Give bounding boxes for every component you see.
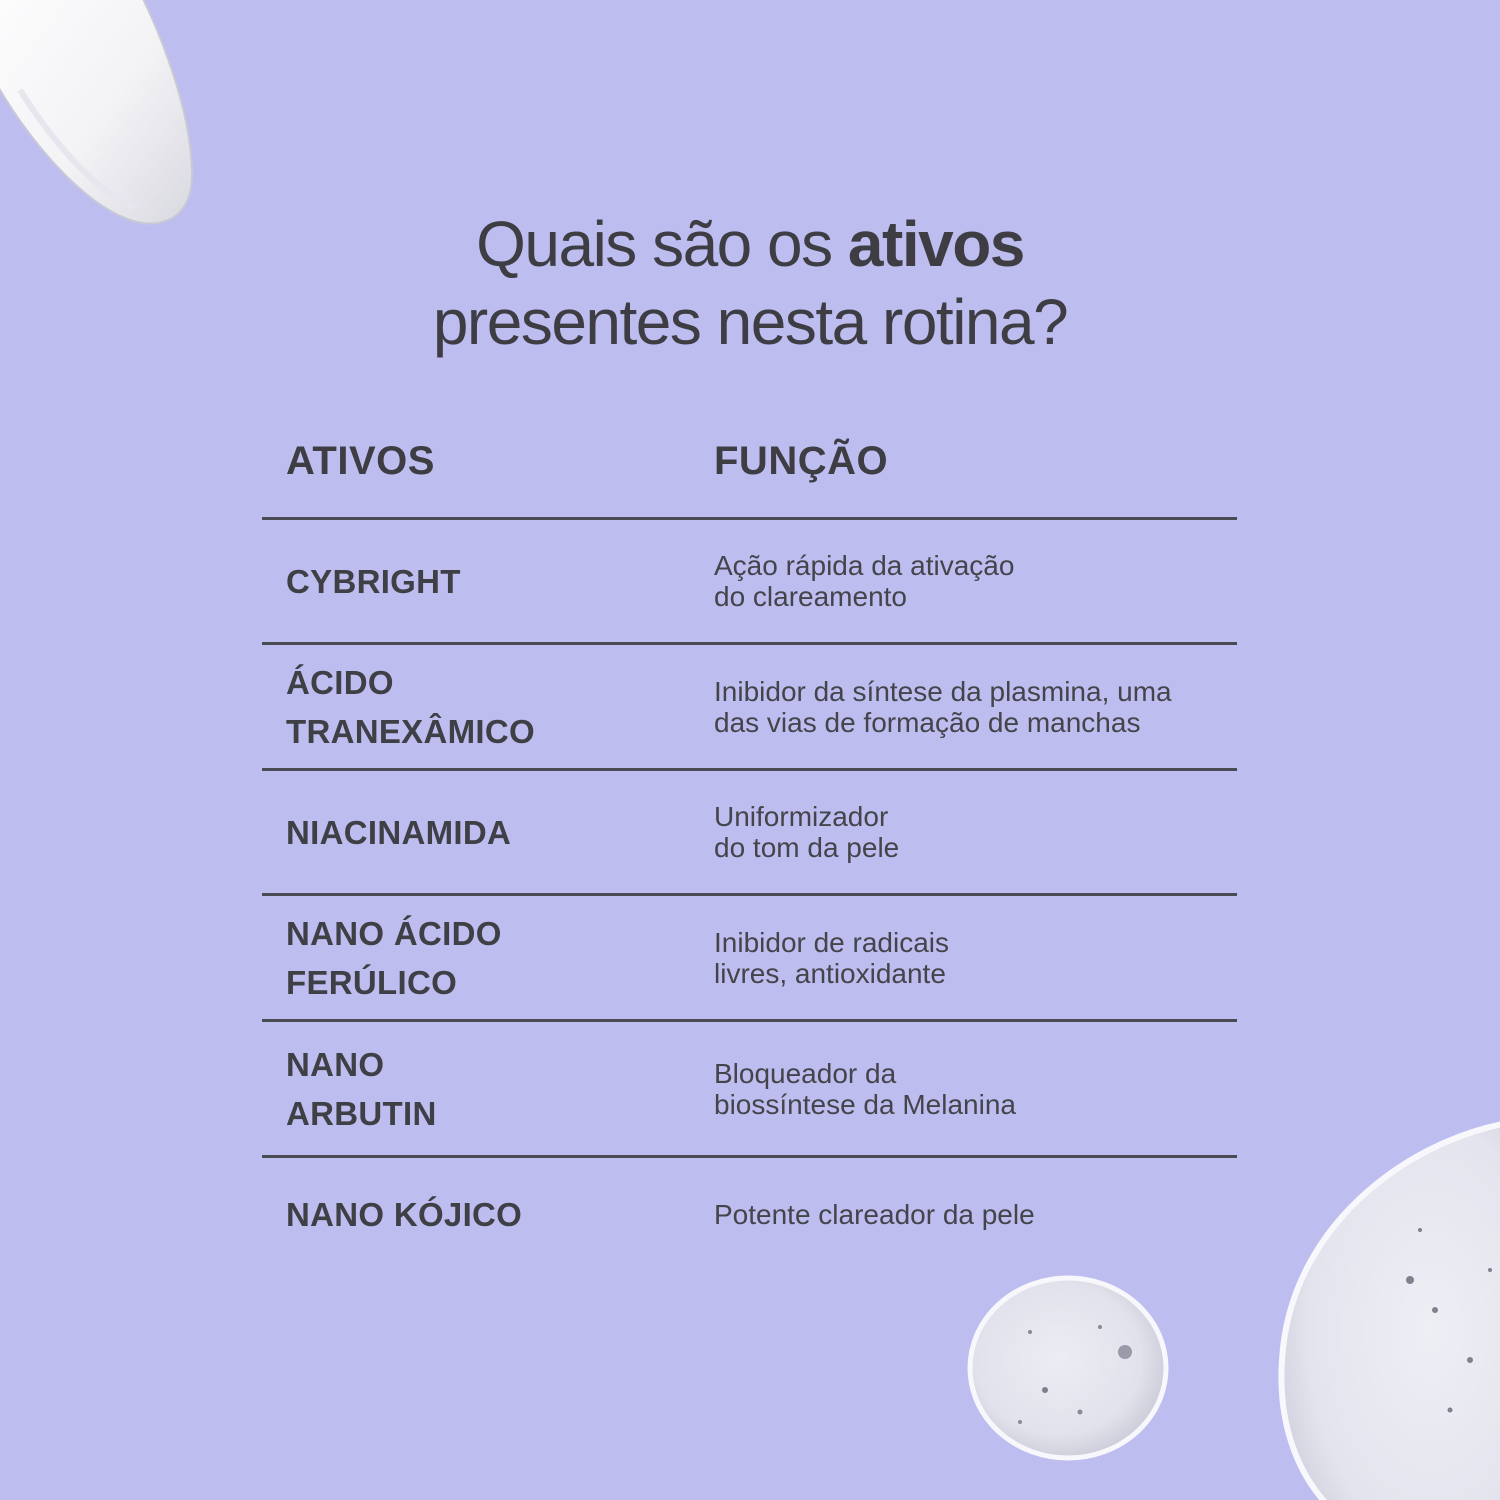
table-row <box>262 520 1237 645</box>
table-row <box>262 771 1237 896</box>
active-name: CYBRIGHT <box>286 562 461 600</box>
table-row <box>262 1158 1237 1270</box>
active-name: ÁCIDO TRANEXÂMICO <box>286 663 535 750</box>
table-row <box>262 896 1237 1022</box>
active-name: NANO ARBUTIN <box>286 1045 437 1132</box>
column-header-function: FUNÇÃO <box>714 439 889 483</box>
active-function: Uniformizador do tom da pele <box>714 801 900 863</box>
heading-line-1 <box>0 205 1500 283</box>
active-function: Bloqueador da biossíntese da Melanina <box>714 1057 1016 1120</box>
gel-drop-small-decoration <box>960 1272 1180 1472</box>
active-name: NANO KÓJICO <box>286 1195 523 1233</box>
page-heading <box>0 205 1500 361</box>
heading-regular-text: Quais são os <box>476 208 832 280</box>
active-function: Potente clareador da pele <box>714 1198 1035 1230</box>
heading-line-2: presentes nesta rotina? <box>432 286 1068 358</box>
active-function: Inibidor de radicais livres, antioxidante <box>714 926 950 989</box>
column-header-actives: ATIVOS <box>286 439 435 483</box>
table-row <box>262 645 1237 771</box>
active-function: Inibidor da síntese da plasmina, uma das vias de formação de manchas <box>714 675 1172 738</box>
heading-bold-text: ativos <box>847 208 1024 280</box>
actives-table <box>262 435 1237 1270</box>
table-header-row <box>262 435 1237 520</box>
active-function: Ação rápida da ativação do clareamento <box>714 550 1015 612</box>
table-row <box>262 1022 1237 1158</box>
gel-drop-large-decoration <box>1270 1110 1500 1500</box>
active-name: NANO ÁCIDO FERÚLICO <box>286 914 502 1001</box>
active-name: NIACINAMIDA <box>286 813 512 851</box>
